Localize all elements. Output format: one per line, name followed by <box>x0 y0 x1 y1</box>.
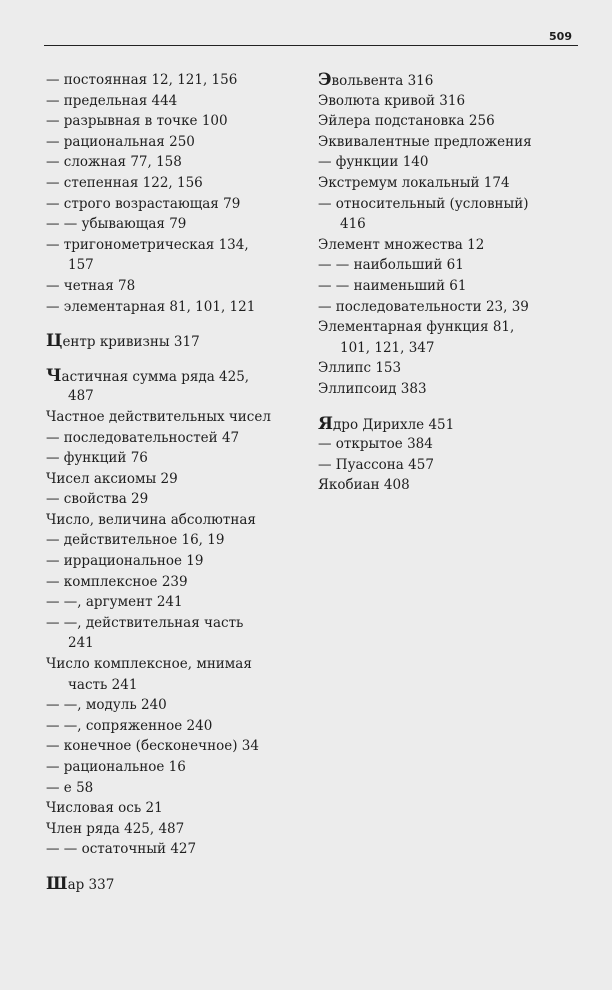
index-entry: — предельная 444 <box>46 92 178 109</box>
index-entry: — последовательностей 47 <box>46 429 240 446</box>
index-entry: — постоянная 12, 121, 156 <box>46 72 238 88</box>
index-entry: — —, модуль 240 <box>46 697 167 714</box>
section-initial-letter: Я <box>318 413 333 434</box>
index-entry: — —, аргумент 241 <box>46 594 183 611</box>
index-entry: — функций 76 <box>46 450 148 467</box>
index-entry: Эйлера подстановка 256 <box>318 113 495 130</box>
header-rule <box>44 45 578 46</box>
index-entry-text: дро Дирихле 451 <box>333 416 455 433</box>
index-entry <box>46 874 298 895</box>
index-entry: — относительный (условный) <box>318 195 529 212</box>
index-entry: — e 58 <box>46 779 94 796</box>
index-entry: — комплексное 239 <box>46 573 188 590</box>
index-entry: Якобиан 408 <box>318 477 410 494</box>
index-entry: — открытое 384 <box>318 436 433 453</box>
index-entry: — — наибольший 61 <box>318 257 464 274</box>
index-entry: — последовательности 23, 39 <box>318 298 529 315</box>
index-entry: Экстремум локальный 174 <box>318 174 510 191</box>
index-entry: — сложная 77, 158 <box>46 154 182 171</box>
index-entry: 101, 121, 347 <box>340 339 435 356</box>
section-gap <box>46 317 298 331</box>
index-entry <box>318 70 590 91</box>
index-entry: — рациональное 16 <box>46 759 186 775</box>
index-entry: Элемент множества 12 <box>318 236 485 253</box>
index-entry: — разрывная в точке 100 <box>46 113 228 130</box>
index-entry: — — остаточный 427 <box>46 841 197 858</box>
section-gap <box>318 400 590 414</box>
index-entry: — — убывающая 79 <box>46 216 187 233</box>
index-entry <box>318 414 590 435</box>
index-entry <box>46 366 298 387</box>
index-entry: — — наименьший 61 <box>318 277 467 294</box>
index-entry: Эволюта кривой 316 <box>318 92 466 109</box>
index-entry: — функции 140 <box>318 154 429 171</box>
index-entry: Число, величина абсолютная <box>46 511 256 528</box>
index-entry: — степенная 122, 156 <box>46 174 203 191</box>
section-gap <box>46 352 298 366</box>
index-entry-text: ентр кривизны 317 <box>62 334 200 351</box>
index-entry: Чисел аксиомы 29 <box>46 470 178 487</box>
index-entry-text: вольвента 316 <box>331 73 434 89</box>
section-initial-letter: Ч <box>46 365 62 386</box>
index-entry: — Пуассона 457 <box>318 456 434 473</box>
index-entry: — тригонометрическая 134, <box>46 236 249 253</box>
index-entry: — иррациональное 19 <box>46 553 204 570</box>
index-entry: — свойства 29 <box>46 491 149 508</box>
section-initial-letter: Ш <box>46 873 68 894</box>
index-entry: Член ряда 425, 487 <box>46 820 185 837</box>
section-initial-letter: Э <box>318 70 332 90</box>
section-initial-letter: Ц <box>46 331 63 352</box>
index-column-left <box>46 70 298 895</box>
index-entry: — рациональная 250 <box>46 133 195 150</box>
index-entry: 157 <box>68 257 94 274</box>
section-gap <box>46 860 298 874</box>
index-entry: — строго возрастающая 79 <box>46 195 241 212</box>
index-entry: Число комплексное, мнимая <box>46 656 252 673</box>
index-column-right <box>318 70 590 496</box>
index-entry: часть 241 <box>68 676 138 693</box>
page-number: 509 <box>549 30 572 43</box>
index-entry: 241 <box>68 635 94 652</box>
index-entry-text: ар 337 <box>67 876 115 893</box>
index-entry: 416 <box>340 216 366 233</box>
index-entry-text: астичная сумма ряда 425, <box>61 368 250 385</box>
index-entry: — действительное 16, 19 <box>46 532 225 549</box>
index-entry: Элементарная функция 81, <box>318 319 515 336</box>
index-entry: 487 <box>68 388 94 405</box>
index-entry: Эллипсоид 383 <box>318 380 427 397</box>
index-entry: Эллипс 153 <box>318 360 402 377</box>
index-entry: — —, действительная часть <box>46 614 244 631</box>
index-entry: Эквивалентные предложения <box>318 133 532 150</box>
index-entry: — —, сопряженное 240 <box>46 717 213 734</box>
index-entry: — элементарная 81, 101, 121 <box>46 298 256 315</box>
index-entry: — четная 78 <box>46 277 136 294</box>
index-entry: Числовая ось 21 <box>46 800 163 817</box>
index-entry: Частное действительных чисел <box>46 408 271 425</box>
index-entry: — конечное (бесконечное) 34 <box>46 738 259 755</box>
index-entry <box>46 331 298 352</box>
